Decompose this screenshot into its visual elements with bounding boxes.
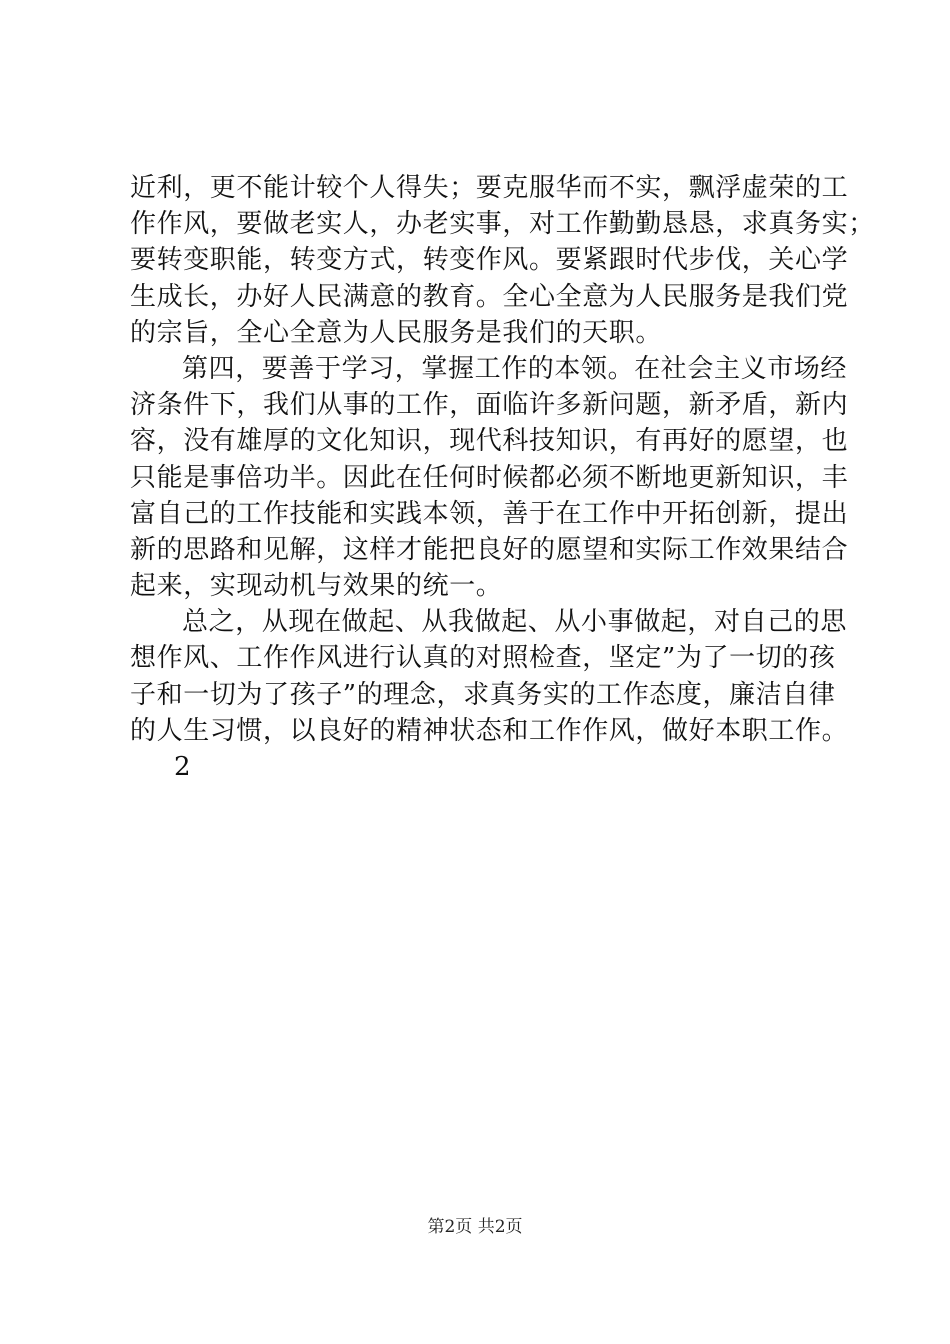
inline-page-number: 2 — [174, 752, 192, 782]
text-line: 容，没有雄厚的文化知识，现代科技知识，有再好的愿望，也 — [130, 426, 849, 457]
text-line: 子和一切为了孩子”的理念，求真务实的工作态度，廉洁自律 — [130, 679, 836, 710]
document-body — [130, 170, 875, 785]
text-line: 作作风，要做老实人，办老实事，对工作勤勤恳恳，求真务实； — [130, 209, 875, 240]
paragraph-3 — [130, 604, 849, 749]
text-line: 起来，实现动机与效果的统一。 — [130, 571, 503, 602]
text-line: 只能是事倍功半。因此在任何时候都必须不断地更新知识，丰 — [130, 462, 849, 493]
text-line: 近利，更不能计较个人得失；要克服华而不实，飘浮虚荣的工 — [130, 173, 849, 203]
text-line: 的宗旨，全心全意为人民服务是我们的天职。 — [130, 317, 663, 348]
text-line: 第四，要善于学习，掌握工作的本领。在社会主义市场经 — [182, 353, 848, 384]
text-line: 济条件下，我们从事的工作，面临许多新问题，新矛盾，新内 — [130, 390, 849, 421]
text-line: 要转变职能，转变方式，转变作风。要紧跟时代步伐，关心学 — [130, 245, 849, 276]
paragraph-2 — [130, 351, 849, 604]
text-line: 新的思路和见解，这样才能把良好的愿望和实际工作效果结合 — [130, 534, 849, 565]
paragraph-1 — [130, 170, 875, 351]
text-line: 生成长，办好人民满意的教育。全心全意为人民服务是我们党 — [130, 281, 849, 312]
text-line: 想作风、工作作风进行认真的对照检查，坚定”为了一切的孩 — [130, 643, 836, 674]
page-footer: 第2页 共2页 — [427, 1217, 523, 1237]
text-line: 总之，从现在做起、从我做起、从小事做起，对自己的思 — [182, 607, 848, 638]
text-line: 的人生习惯，以良好的精神状态和工作作风，做好本职工作。 — [130, 715, 849, 746]
text-line: 富自己的工作技能和实践本领，善于在工作中开拓创新，提出 — [130, 498, 849, 529]
